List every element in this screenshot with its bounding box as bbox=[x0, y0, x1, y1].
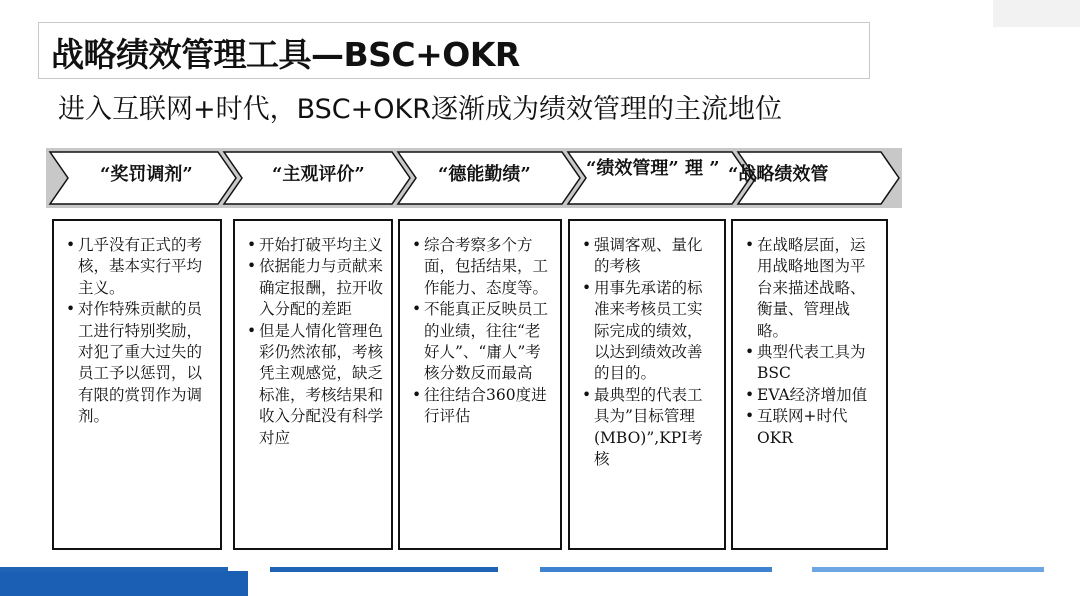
page-title: 战略绩效管理工具—BSC+OKR bbox=[51, 35, 520, 74]
stage-label-5: “战略绩效管 bbox=[728, 164, 829, 185]
title-box bbox=[38, 22, 870, 79]
list-item: • 几乎没有正式的考核，基本实行平均主义。 bbox=[66, 235, 212, 299]
footer-accent-block bbox=[0, 571, 248, 596]
corner-decoration bbox=[993, 0, 1080, 27]
column-3-list bbox=[400, 221, 560, 428]
stage-label-1: “奖罚调剂” bbox=[100, 164, 193, 185]
footer-bar-3 bbox=[540, 567, 772, 572]
list-item: • EVA经济增加值 bbox=[745, 385, 878, 406]
list-item: • 依据能力与贡献来确定报酬，拉开收入分配的差距 bbox=[247, 256, 383, 320]
stage-detail-column-3 bbox=[398, 219, 562, 550]
stage-detail-column-4 bbox=[568, 219, 726, 550]
list-item: • 互联网+时代OKR bbox=[745, 406, 878, 449]
list-item: • 综合考察多个方面，包括结果，工作能力、态度等。 bbox=[412, 235, 552, 299]
stage-label-4: “绩效管理” 理 ” bbox=[586, 158, 720, 179]
stage-detail-column-5 bbox=[731, 219, 888, 550]
list-item: • 典型代表工具为BSC bbox=[745, 342, 878, 385]
list-item: • 强调客观、量化的考核 bbox=[582, 235, 716, 278]
column-4-list bbox=[570, 221, 724, 470]
list-item: • 最典型的代表工具为”目标管理(MBO)”,KPI考核 bbox=[582, 385, 716, 471]
page-subtitle: 进入互联网+时代，BSC+OKR逐渐成为绩效管理的主流地位 bbox=[58, 94, 783, 125]
list-item: • 但是人情化管理色彩仍然浓郁，考核凭主观感觉，缺乏标准，考核结果和收入分配没有科学对应 bbox=[247, 321, 383, 449]
list-item: • 对作特殊贡献的员工进行特别奖励，对犯了重大过失的员工予以惩罚，以有限的赏罚作为调剂。 bbox=[66, 299, 212, 427]
list-item: • 开始打破平均主义 bbox=[247, 235, 383, 256]
list-item: • 往往结合360度进行评估 bbox=[412, 385, 552, 428]
column-5-list bbox=[733, 221, 886, 449]
list-item: • 在战略层面，运用战略地图为平台来描述战略、衡量、管理战略。 bbox=[745, 235, 878, 342]
stage-chevron-bar bbox=[46, 146, 902, 210]
footer-bar-2 bbox=[270, 567, 498, 572]
list-item: • 用事先承诺的标准来考核员工实际完成的绩效，以达到绩效改善的目的。 bbox=[582, 278, 716, 385]
footer-bar-4 bbox=[812, 567, 1044, 572]
stage-label-2: “主观评价” bbox=[272, 164, 365, 185]
stage-detail-column-2 bbox=[233, 219, 393, 550]
footer-bar-1 bbox=[0, 567, 228, 572]
stage-label-3: “德能勤绩” bbox=[438, 164, 531, 185]
column-1-list bbox=[54, 221, 220, 428]
column-2-list bbox=[235, 221, 391, 449]
list-item: • 不能真正反映员工的业绩，往往“老好人”、“庸人”考核分数反而最高 bbox=[412, 299, 552, 385]
stage-detail-column-1 bbox=[52, 219, 222, 550]
